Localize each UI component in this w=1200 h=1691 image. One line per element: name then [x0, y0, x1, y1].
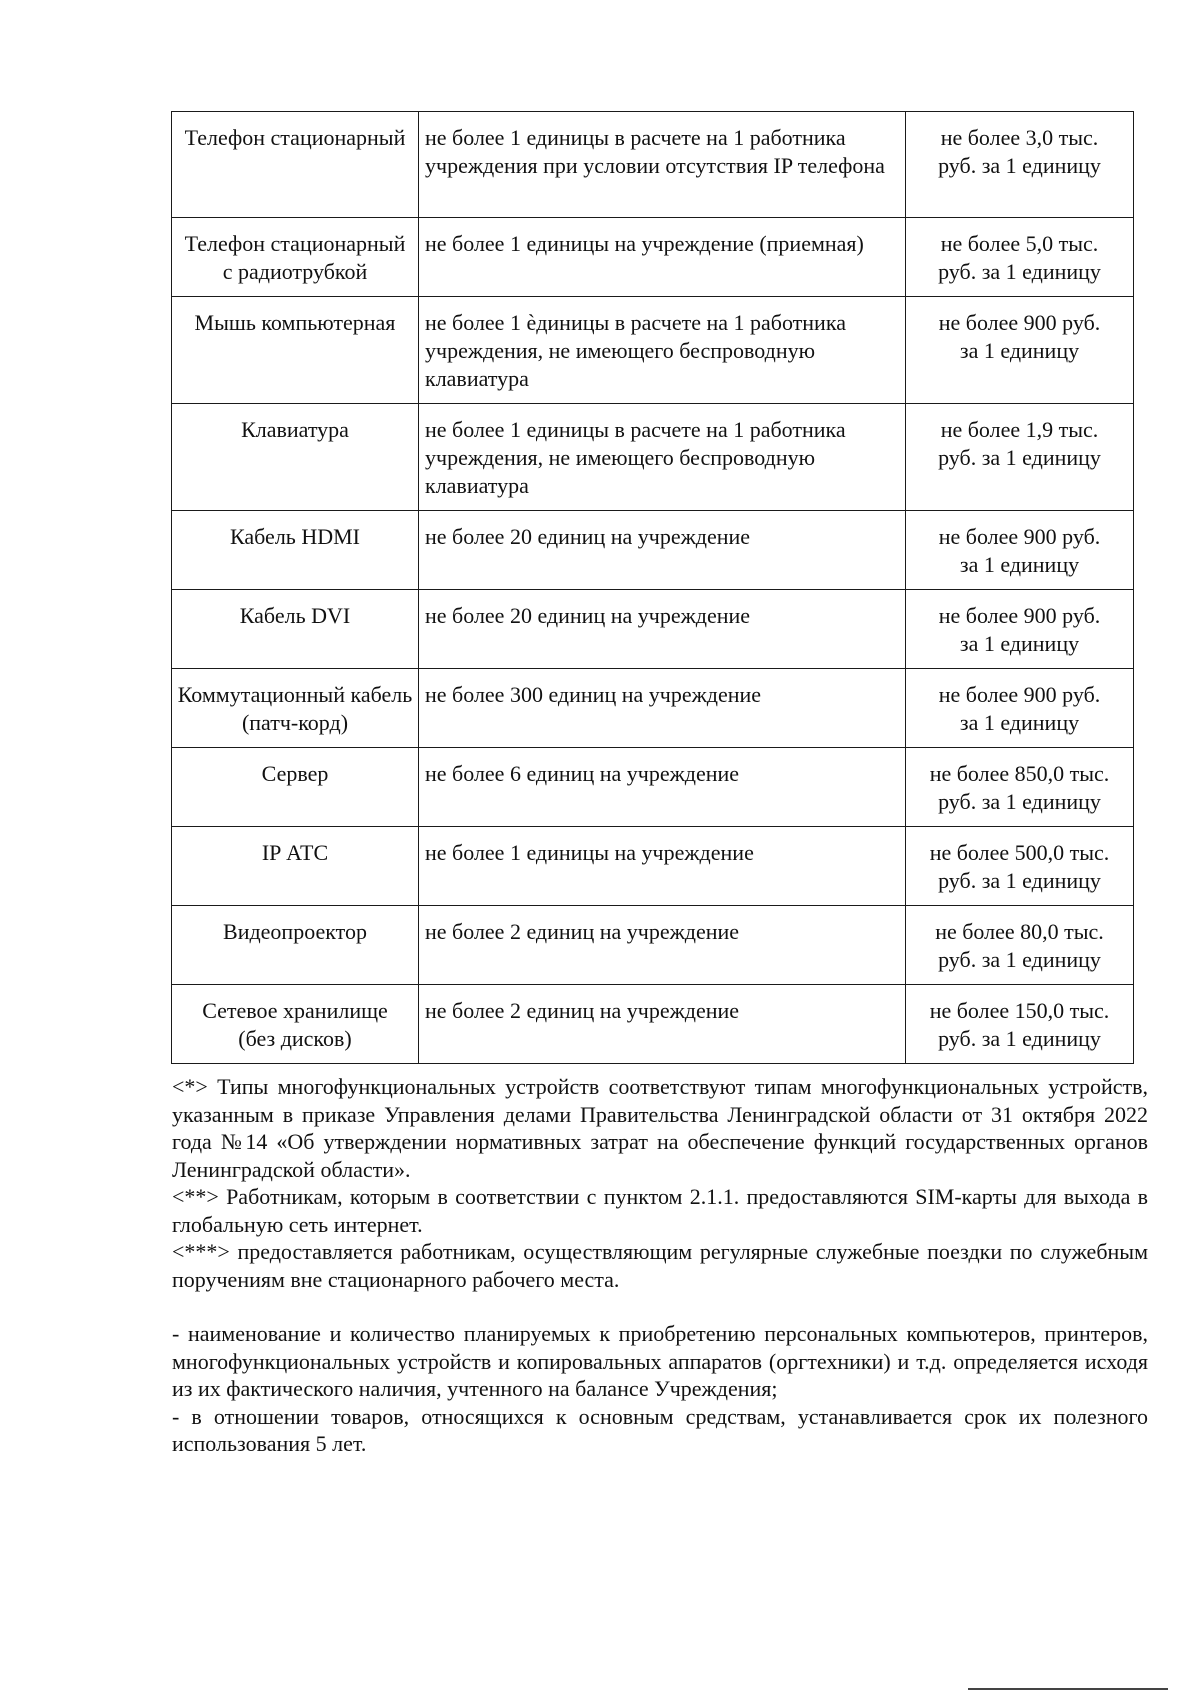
- notes-section: [172, 1073, 1148, 1458]
- item-name-cell: IP АТС: [172, 827, 419, 906]
- item-price-cell: не более 900 руб. за 1 единицу: [906, 590, 1134, 669]
- item-norm-cell: не более 6 единиц на учреждение: [419, 748, 906, 827]
- item-name-cell: Сервер: [172, 748, 419, 827]
- table-row: [172, 218, 1134, 297]
- paragraph-gap: [172, 1293, 1148, 1320]
- table-row: [172, 985, 1134, 1064]
- item-name-cell: Видеопроектор: [172, 906, 419, 985]
- item-name-cell: Кабель DVI: [172, 590, 419, 669]
- item-price-cell: не более 3,0 тыс. руб. за 1 единицу: [906, 112, 1134, 218]
- table-row: [172, 511, 1134, 590]
- item-price-cell: не более 80,0 тыс. руб. за 1 единицу: [906, 906, 1134, 985]
- table-row: [172, 906, 1134, 985]
- item-norm-cell: не более 1 единицы в расчете на 1 работника учреждения, не имеющего беспроводную клавиатура: [419, 404, 906, 511]
- item-name-cell: Мышь компьютерная: [172, 297, 419, 404]
- item-norm-cell: не более 1 единицы на учреждение: [419, 827, 906, 906]
- item-norm-cell: не более 2 единиц на учреждение: [419, 906, 906, 985]
- item-price-cell: не более 850,0 тыс. руб. за 1 единицу: [906, 748, 1134, 827]
- table-row: [172, 404, 1134, 511]
- item-name-cell: Сетевое хранилище (без дисков): [172, 985, 419, 1064]
- item-norm-cell: не более 20 единиц на учреждение: [419, 511, 906, 590]
- item-name-cell: Коммутационный кабель (патч-корд): [172, 669, 419, 748]
- item-price-cell: не более 900 руб. за 1 единицу: [906, 297, 1134, 404]
- table-row: [172, 827, 1134, 906]
- item-price-cell: не более 500,0 тыс. руб. за 1 единицу: [906, 827, 1134, 906]
- table-row: [172, 748, 1134, 827]
- item-price-cell: не более 1,9 тыс. руб. за 1 единицу: [906, 404, 1134, 511]
- item-norm-cell: не более 20 единиц на учреждение: [419, 590, 906, 669]
- item-name-cell: Телефон стационарный с радиотрубкой: [172, 218, 419, 297]
- remark-equipment-quantity: - наименование и количество планируемых к приобретению персональных компьютеров, принтеров, многофункциональных устройств и копировальных аппаратов (оргтехники) и т.д. определяется исходя из их фактического наличия, учтенного на балансе Учреждения;: [172, 1321, 1148, 1401]
- footnote-double-asterisk: <**> Работникам, которым в соответствии с пунктом 2.1.1. предоставляются SIM-карты для выхода в глобальную сеть интернет.: [172, 1184, 1148, 1237]
- item-norm-cell: не более 300 единиц на учреждение: [419, 669, 906, 748]
- equipment-norms-table: [171, 111, 1134, 1064]
- item-price-cell: не более 900 руб. за 1 единицу: [906, 511, 1134, 590]
- item-norm-cell: не более 1 ѐдиницы в расчете на 1 работника учреждения, не имеющего беспроводную клавиатура: [419, 297, 906, 404]
- table-row: [172, 590, 1134, 669]
- footnote-triple-asterisk: <***> предоставляется работникам, осуществляющим регулярные служебные поездки по служебным поручениям вне стационарного рабочего места.: [172, 1239, 1148, 1292]
- footnote-single-asterisk: <*> Типы многофункциональных устройств соответствуют типам многофункциональных устройств, указанным в приказе Управления делами Правительства Ленинградской области от 31 октября 2022 года №14 «Об утверждении нормативных затрат на обеспечение функций государственных органов Ленинградской области».: [172, 1074, 1148, 1182]
- table-row: [172, 297, 1134, 404]
- table-row: [172, 112, 1134, 218]
- remark-useful-life: - в отношении товаров, относящихся к основным средствам, устанавливается срок их полезного использования 5 лет.: [172, 1403, 1148, 1456]
- item-name-cell: Кабель HDMI: [172, 511, 419, 590]
- item-price-cell: не более 5,0 тыс. руб. за 1 единицу: [906, 218, 1134, 297]
- table-row: [172, 669, 1134, 748]
- item-norm-cell: не более 2 единиц на учреждение: [419, 985, 906, 1064]
- item-norm-cell: не более 1 единицы на учреждение (приемная): [419, 218, 906, 297]
- item-name-cell: Телефон стационарный: [172, 112, 419, 218]
- bottom-divider: [968, 1688, 1168, 1690]
- item-norm-cell: не более 1 единицы в расчете на 1 работника учреждения при условии отсутствия IP телефона: [419, 112, 906, 218]
- item-price-cell: не более 900 руб. за 1 единицу: [906, 669, 1134, 748]
- item-name-cell: Клавиатура: [172, 404, 419, 511]
- item-price-cell: не более 150,0 тыс. руб. за 1 единицу: [906, 985, 1134, 1064]
